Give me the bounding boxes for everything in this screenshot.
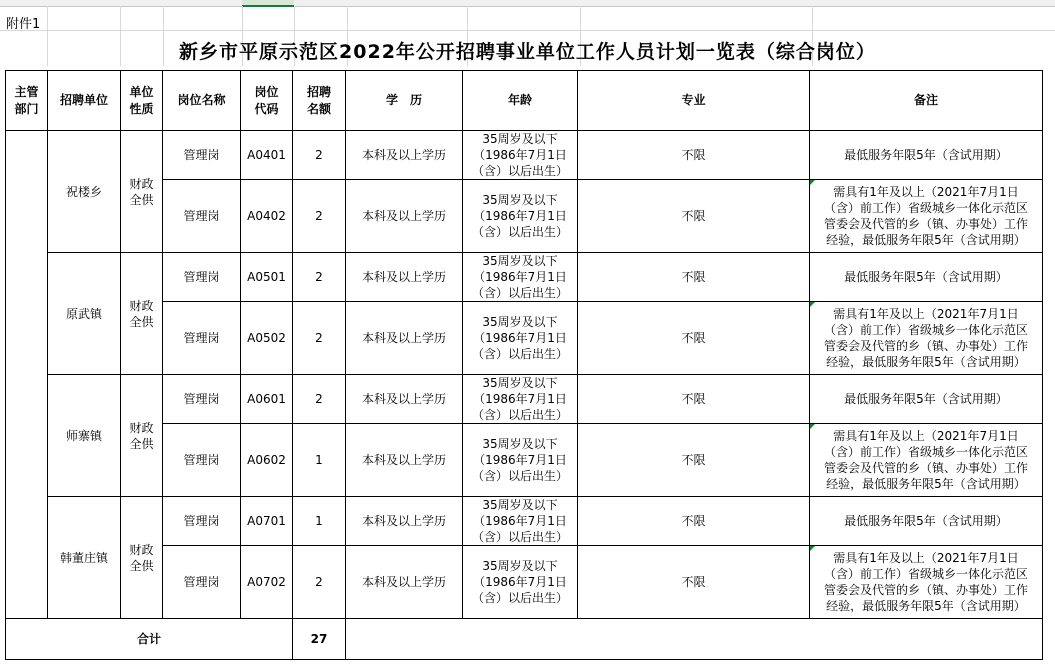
post-name-cell[interactable]: 管理岗 bbox=[163, 180, 241, 253]
column-header-bar[interactable] bbox=[0, 0, 1055, 7]
post-code-cell[interactable]: A0501 bbox=[241, 253, 293, 302]
comment-marker-icon bbox=[810, 546, 815, 551]
remark-cell[interactable]: 需具有1年及以上（2021年7月1日 （含）前工作）省级城乡一体化示范区 管委会及代管的乡（镇、办事处）工作 经验，最低服务年限5年（含试用期） bbox=[810, 302, 1043, 375]
gridline bbox=[0, 30, 1055, 31]
recruitment-plan-table bbox=[5, 70, 1043, 660]
major-cell[interactable]: 不限 bbox=[578, 424, 810, 497]
total-value-cell[interactable]: 27 bbox=[293, 619, 346, 660]
table-row bbox=[6, 253, 1043, 302]
unit-name-cell[interactable]: 师寨镇 bbox=[48, 375, 121, 497]
quota-cell[interactable]: 1 bbox=[293, 424, 346, 497]
post-code-cell[interactable]: A0402 bbox=[241, 180, 293, 253]
post-name-cell[interactable]: 管理岗 bbox=[163, 375, 241, 424]
post-name-cell[interactable]: 管理岗 bbox=[163, 131, 241, 180]
age-cell[interactable]: 35周岁及以下 （1986年7月1日 （含）以后出生） bbox=[463, 302, 578, 375]
remark-cell[interactable]: 需具有1年及以上（2021年7月1日 （含）前工作）省级城乡一体化示范区 管委会及代管的乡（镇、办事处）工作 经验，最低服务年限5年（含试用期） bbox=[810, 424, 1043, 497]
major-cell[interactable]: 不限 bbox=[578, 546, 810, 619]
comment-marker-icon bbox=[810, 302, 815, 307]
unit-nature-cell[interactable]: 财政 全供 bbox=[121, 131, 163, 253]
major-cell[interactable]: 不限 bbox=[578, 302, 810, 375]
quota-cell[interactable]: 2 bbox=[293, 131, 346, 180]
total-label-cell[interactable]: 合计 bbox=[6, 619, 293, 660]
remark-cell[interactable]: 需具有1年及以上（2021年7月1日 （含）前工作）省级城乡一体化示范区 管委会及代管的乡（镇、办事处）工作 经验，最低服务年限5年（含试用期） bbox=[810, 546, 1043, 619]
unit-nature-cell[interactable]: 财政 全供 bbox=[121, 497, 163, 619]
post-code-cell[interactable]: A0702 bbox=[241, 546, 293, 619]
education-cell[interactable]: 本科及以上学历 bbox=[346, 424, 463, 497]
education-cell[interactable]: 本科及以上学历 bbox=[346, 375, 463, 424]
unit-nature-cell[interactable]: 财政 全供 bbox=[121, 253, 163, 375]
dept-cell[interactable] bbox=[6, 131, 48, 619]
major-cell[interactable]: 不限 bbox=[578, 497, 810, 546]
education-cell[interactable]: 本科及以上学历 bbox=[346, 302, 463, 375]
post-name-cell[interactable]: 管理岗 bbox=[163, 424, 241, 497]
remark-cell[interactable]: 最低服务年限5年（含试用期） bbox=[810, 253, 1043, 302]
header-dept[interactable]: 主管 部门 bbox=[6, 71, 48, 131]
header-post-code[interactable]: 岗位 代码 bbox=[241, 71, 293, 131]
education-cell[interactable]: 本科及以上学历 bbox=[346, 497, 463, 546]
quota-cell[interactable]: 1 bbox=[293, 497, 346, 546]
remark-cell[interactable]: 最低服务年限5年（含试用期） bbox=[810, 497, 1043, 546]
total-empty-cell[interactable] bbox=[346, 619, 1043, 660]
age-cell[interactable]: 35周岁及以下 （1986年7月1日 （含）以后出生） bbox=[463, 180, 578, 253]
quota-cell[interactable]: 2 bbox=[293, 302, 346, 375]
post-code-cell[interactable]: A0502 bbox=[241, 302, 293, 375]
unit-name-cell[interactable]: 原武镇 bbox=[48, 253, 121, 375]
header-education[interactable]: 学 历 bbox=[346, 71, 463, 131]
table-row bbox=[6, 131, 1043, 180]
header-unit[interactable]: 招聘单位 bbox=[48, 71, 121, 131]
education-cell[interactable]: 本科及以上学历 bbox=[346, 131, 463, 180]
quota-cell[interactable]: 2 bbox=[293, 253, 346, 302]
header-nature[interactable]: 单位 性质 bbox=[121, 71, 163, 131]
post-name-cell[interactable]: 管理岗 bbox=[163, 302, 241, 375]
post-name-cell[interactable]: 管理岗 bbox=[163, 253, 241, 302]
education-cell[interactable]: 本科及以上学历 bbox=[346, 546, 463, 619]
age-cell[interactable]: 35周岁及以下 （1986年7月1日 （含）以后出生） bbox=[463, 131, 578, 180]
table-row bbox=[6, 497, 1043, 546]
quota-cell[interactable]: 2 bbox=[293, 546, 346, 619]
unit-name-cell[interactable]: 祝楼乡 bbox=[48, 131, 121, 253]
post-code-cell[interactable]: A0602 bbox=[241, 424, 293, 497]
unit-name-cell[interactable]: 韩董庄镇 bbox=[48, 497, 121, 619]
table-row bbox=[6, 375, 1043, 424]
post-name-cell[interactable]: 管理岗 bbox=[163, 546, 241, 619]
major-cell[interactable]: 不限 bbox=[578, 180, 810, 253]
education-cell[interactable]: 本科及以上学历 bbox=[346, 253, 463, 302]
post-code-cell[interactable]: A0401 bbox=[241, 131, 293, 180]
post-name-cell[interactable]: 管理岗 bbox=[163, 497, 241, 546]
post-code-cell[interactable]: A0701 bbox=[241, 497, 293, 546]
quota-cell[interactable]: 2 bbox=[293, 375, 346, 424]
major-cell[interactable]: 不限 bbox=[578, 375, 810, 424]
remark-cell[interactable]: 需具有1年及以上（2021年7月1日 （含）前工作）省级城乡一体化示范区 管委会及代管的乡（镇、办事处）工作 经验，最低服务年限5年（含试用期） bbox=[810, 180, 1043, 253]
comment-marker-icon bbox=[810, 424, 815, 429]
header-post-name[interactable]: 岗位名称 bbox=[163, 71, 241, 131]
selected-column-indicator bbox=[242, 0, 294, 7]
education-cell[interactable]: 本科及以上学历 bbox=[346, 180, 463, 253]
header-age[interactable]: 年龄 bbox=[463, 71, 578, 131]
header-row bbox=[6, 71, 1043, 131]
unit-nature-cell[interactable]: 财政 全供 bbox=[121, 375, 163, 497]
major-cell[interactable]: 不限 bbox=[578, 253, 810, 302]
post-code-cell[interactable]: A0601 bbox=[241, 375, 293, 424]
age-cell[interactable]: 35周岁及以下 （1986年7月1日 （含）以后出生） bbox=[463, 375, 578, 424]
total-row bbox=[6, 619, 1043, 660]
header-remark[interactable]: 备注 bbox=[810, 71, 1043, 131]
remark-cell[interactable]: 最低服务年限5年（含试用期） bbox=[810, 375, 1043, 424]
header-quota[interactable]: 招聘 名额 bbox=[293, 71, 346, 131]
major-cell[interactable]: 不限 bbox=[578, 131, 810, 180]
age-cell[interactable]: 35周岁及以下 （1986年7月1日 （含）以后出生） bbox=[463, 497, 578, 546]
comment-marker-icon bbox=[810, 180, 815, 185]
remark-cell[interactable]: 最低服务年限5年（含试用期） bbox=[810, 131, 1043, 180]
age-cell[interactable]: 35周岁及以下 （1986年7月1日 （含）以后出生） bbox=[463, 253, 578, 302]
age-cell[interactable]: 35周岁及以下 （1986年7月1日 （含）以后出生） bbox=[463, 424, 578, 497]
page-title[interactable]: 新乡市平原示范区2022年公开招聘事业单位工作人员计划一览表（综合岗位） bbox=[179, 41, 876, 63]
annex-label[interactable]: 附件1 bbox=[6, 17, 41, 32]
header-major[interactable]: 专业 bbox=[578, 71, 810, 131]
age-cell[interactable]: 35周岁及以下 （1986年7月1日 （含）以后出生） bbox=[463, 546, 578, 619]
quota-cell[interactable]: 2 bbox=[293, 180, 346, 253]
